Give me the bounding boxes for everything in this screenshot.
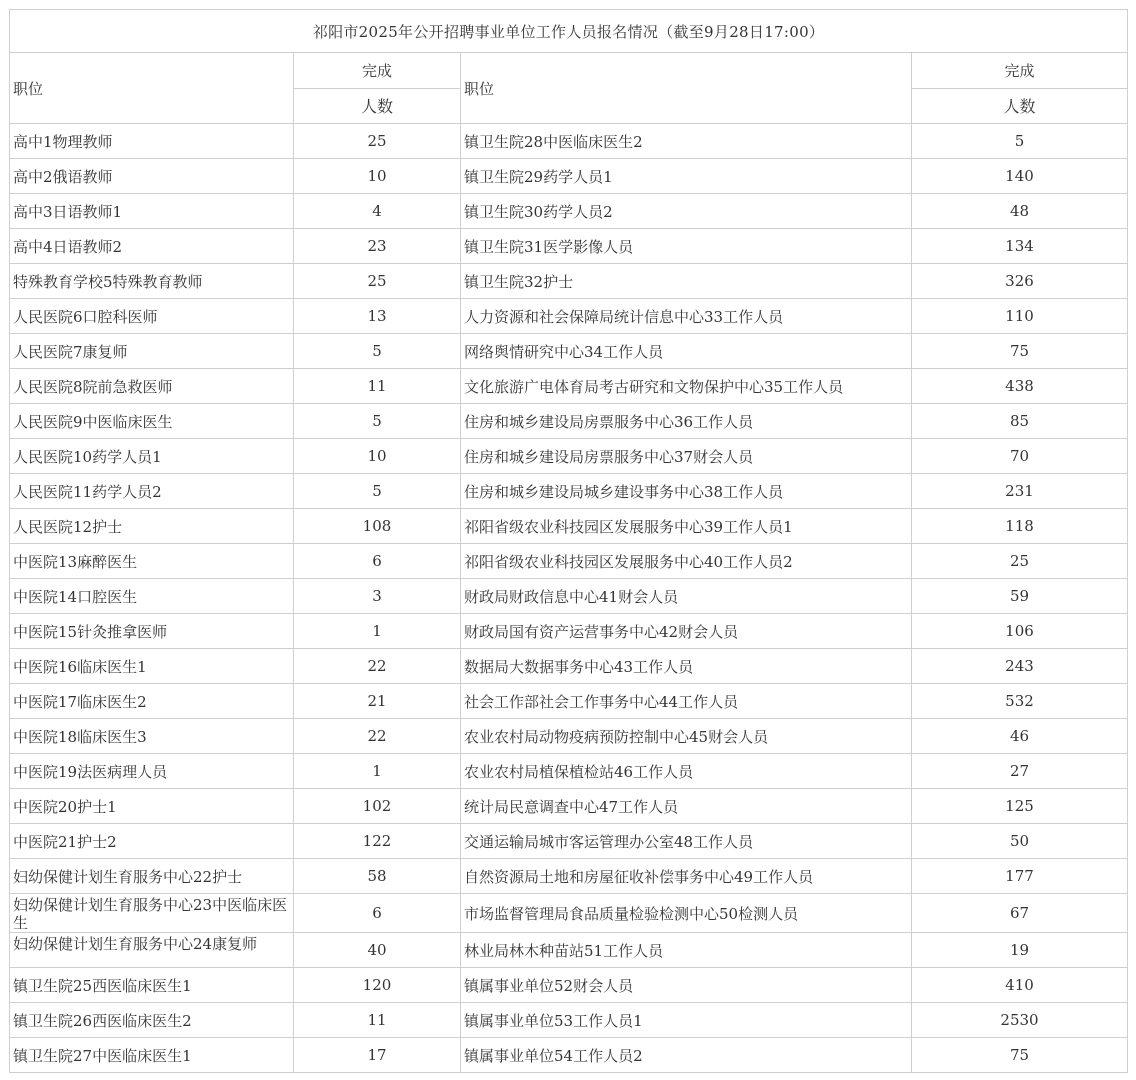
count-right-cell: 75	[912, 1038, 1128, 1073]
count-left-cell: 13	[294, 299, 461, 334]
count-left-cell: 5	[294, 404, 461, 439]
position-left-cell: 人民医院11药学人员2	[10, 474, 294, 509]
count-right-cell: 177	[912, 859, 1128, 894]
header-complete-left: 完成	[294, 53, 461, 89]
position-left-cell: 人民医院12护士	[10, 509, 294, 544]
count-right-cell: 118	[912, 509, 1128, 544]
position-right-cell: 网络舆情研究中心34工作人员	[461, 334, 912, 369]
position-left-cell: 人民医院6口腔科医师	[10, 299, 294, 334]
position-left-cell: 妇幼保健计划生育服务中心22护士	[10, 859, 294, 894]
count-left-cell: 17	[294, 1038, 461, 1073]
count-left-cell: 1	[294, 614, 461, 649]
position-left-cell: 镇卫生院27中医临床医生1	[10, 1038, 294, 1073]
table-title: 祁阳市2025年公开招聘事业单位工作人员报名情况（截至9月28日17:00）	[10, 10, 1128, 53]
registration-table-container	[9, 9, 1127, 1073]
count-left-cell: 6	[294, 894, 461, 933]
count-left-cell: 25	[294, 264, 461, 299]
count-left-cell: 5	[294, 334, 461, 369]
count-left-cell: 23	[294, 229, 461, 264]
position-right-cell: 农业农村局植保植检站46工作人员	[461, 754, 912, 789]
position-left-cell: 中医院20护士1	[10, 789, 294, 824]
position-right-cell: 数据局大数据事务中心43工作人员	[461, 649, 912, 684]
count-right-cell: 410	[912, 968, 1128, 1003]
count-right-cell: 50	[912, 824, 1128, 859]
table-row	[10, 229, 1128, 264]
count-left-cell: 1	[294, 754, 461, 789]
table-row	[10, 1003, 1128, 1038]
position-left-cell: 镇卫生院26西医临床医生2	[10, 1003, 294, 1038]
count-right-cell: 140	[912, 159, 1128, 194]
position-left-cell: 中医院17临床医生2	[10, 684, 294, 719]
table-row	[10, 124, 1128, 159]
table-row	[10, 299, 1128, 334]
count-right-cell: 106	[912, 614, 1128, 649]
table-row	[10, 649, 1128, 684]
table-row	[10, 933, 1128, 968]
position-right-cell: 财政局国有资产运营事务中心42财会人员	[461, 614, 912, 649]
position-right-cell: 镇卫生院30药学人员2	[461, 194, 912, 229]
count-left-cell: 25	[294, 124, 461, 159]
table-row	[10, 754, 1128, 789]
table-row	[10, 404, 1128, 439]
table-row	[10, 194, 1128, 229]
position-right-cell: 林业局林木种苗站51工作人员	[461, 933, 912, 968]
table-row	[10, 968, 1128, 1003]
position-right-cell: 文化旅游广电体育局考古研究和文物保护中心35工作人员	[461, 369, 912, 404]
count-left-cell: 122	[294, 824, 461, 859]
count-left-cell: 58	[294, 859, 461, 894]
count-right-cell: 243	[912, 649, 1128, 684]
position-left-cell: 中医院19法医病理人员	[10, 754, 294, 789]
count-left-cell: 10	[294, 439, 461, 474]
count-left-cell: 4	[294, 194, 461, 229]
count-right-cell: 326	[912, 264, 1128, 299]
position-left-cell: 人民医院9中医临床医生	[10, 404, 294, 439]
header-position-right: 职位	[461, 53, 912, 124]
position-right-cell: 财政局财政信息中心41财会人员	[461, 579, 912, 614]
table-row	[10, 509, 1128, 544]
position-right-cell: 镇属事业单位53工作人员1	[461, 1003, 912, 1038]
table-row	[10, 824, 1128, 859]
position-right-cell: 统计局民意调查中心47工作人员	[461, 789, 912, 824]
count-right-cell: 438	[912, 369, 1128, 404]
table-row	[10, 719, 1128, 754]
position-right-cell: 镇卫生院28中医临床医生2	[461, 124, 912, 159]
count-left-cell: 102	[294, 789, 461, 824]
position-right-cell: 人力资源和社会保障局统计信息中心33工作人员	[461, 299, 912, 334]
count-right-cell: 46	[912, 719, 1128, 754]
count-left-cell: 120	[294, 968, 461, 1003]
position-right-cell: 社会工作部社会工作事务中心44工作人员	[461, 684, 912, 719]
position-left-cell: 人民医院10药学人员1	[10, 439, 294, 474]
count-right-cell: 48	[912, 194, 1128, 229]
position-right-cell: 镇卫生院32护士	[461, 264, 912, 299]
position-left-cell: 高中4日语教师2	[10, 229, 294, 264]
count-right-cell: 70	[912, 439, 1128, 474]
position-left-cell: 特殊教育学校5特殊教育教师	[10, 264, 294, 299]
count-right-cell: 59	[912, 579, 1128, 614]
count-right-cell: 2530	[912, 1003, 1128, 1038]
count-right-cell: 532	[912, 684, 1128, 719]
position-right-cell: 住房和城乡建设局房票服务中心37财会人员	[461, 439, 912, 474]
position-left-cell: 中医院14口腔医生	[10, 579, 294, 614]
position-right-cell: 祁阳省级农业科技园区发展服务中心40工作人员2	[461, 544, 912, 579]
count-right-cell: 134	[912, 229, 1128, 264]
table-row	[10, 894, 1128, 933]
registration-table	[9, 9, 1128, 1073]
count-left-cell: 22	[294, 649, 461, 684]
table-row	[10, 159, 1128, 194]
table-row	[10, 334, 1128, 369]
count-right-cell: 5	[912, 124, 1128, 159]
count-left-cell: 11	[294, 1003, 461, 1038]
count-left-cell: 40	[294, 933, 461, 968]
position-right-cell: 住房和城乡建设局城乡建设事务中心38工作人员	[461, 474, 912, 509]
position-right-cell: 镇卫生院29药学人员1	[461, 159, 912, 194]
table-row	[10, 474, 1128, 509]
count-left-cell: 5	[294, 474, 461, 509]
position-right-cell: 市场监督管理局食品质量检验检测中心50检测人员	[461, 894, 912, 933]
table-row	[10, 264, 1128, 299]
count-left-cell: 3	[294, 579, 461, 614]
position-right-cell: 交通运输局城市客运管理办公室48工作人员	[461, 824, 912, 859]
header-count-right: 人数	[912, 88, 1128, 124]
position-left-cell: 人民医院8院前急救医师	[10, 369, 294, 404]
table-row	[10, 859, 1128, 894]
position-left-cell: 中医院16临床医生1	[10, 649, 294, 684]
table-row	[10, 614, 1128, 649]
position-left-cell: 妇幼保健计划生育服务中心24康复师	[10, 933, 294, 968]
table-row	[10, 439, 1128, 474]
count-left-cell: 21	[294, 684, 461, 719]
count-right-cell: 19	[912, 933, 1128, 968]
count-right-cell: 231	[912, 474, 1128, 509]
header-position-left: 职位	[10, 53, 294, 124]
count-left-cell: 108	[294, 509, 461, 544]
position-left-cell: 中医院21护士2	[10, 824, 294, 859]
header-count-left: 人数	[294, 88, 461, 124]
position-right-cell: 祁阳省级农业科技园区发展服务中心39工作人员1	[461, 509, 912, 544]
header-complete-right: 完成	[912, 53, 1128, 89]
count-right-cell: 25	[912, 544, 1128, 579]
table-row	[10, 544, 1128, 579]
count-right-cell: 85	[912, 404, 1128, 439]
table-row	[10, 684, 1128, 719]
count-right-cell: 27	[912, 754, 1128, 789]
position-left-cell: 高中1物理教师	[10, 124, 294, 159]
position-left-cell: 高中3日语教师1	[10, 194, 294, 229]
position-right-cell: 镇属事业单位54工作人员2	[461, 1038, 912, 1073]
position-left-cell: 妇幼保健计划生育服务中心23中医临床医生	[10, 894, 294, 933]
position-right-cell: 农业农村局动物疫病预防控制中心45财会人员	[461, 719, 912, 754]
count-left-cell: 6	[294, 544, 461, 579]
table-row	[10, 579, 1128, 614]
position-right-cell: 镇属事业单位52财会人员	[461, 968, 912, 1003]
table-row	[10, 789, 1128, 824]
position-left-cell: 人民医院7康复师	[10, 334, 294, 369]
table-row	[10, 369, 1128, 404]
count-right-cell: 75	[912, 334, 1128, 369]
position-right-cell: 镇卫生院31医学影像人员	[461, 229, 912, 264]
count-left-cell: 22	[294, 719, 461, 754]
position-left-cell: 高中2俄语教师	[10, 159, 294, 194]
count-right-cell: 110	[912, 299, 1128, 334]
table-row	[10, 1038, 1128, 1073]
count-right-cell: 67	[912, 894, 1128, 933]
position-left-cell: 中医院18临床医生3	[10, 719, 294, 754]
count-right-cell: 125	[912, 789, 1128, 824]
count-left-cell: 11	[294, 369, 461, 404]
position-left-cell: 镇卫生院25西医临床医生1	[10, 968, 294, 1003]
position-left-cell: 中医院13麻醉医生	[10, 544, 294, 579]
position-left-cell: 中医院15针灸推拿医师	[10, 614, 294, 649]
position-right-cell: 住房和城乡建设局房票服务中心36工作人员	[461, 404, 912, 439]
count-left-cell: 10	[294, 159, 461, 194]
position-right-cell: 自然资源局土地和房屋征收补偿事务中心49工作人员	[461, 859, 912, 894]
